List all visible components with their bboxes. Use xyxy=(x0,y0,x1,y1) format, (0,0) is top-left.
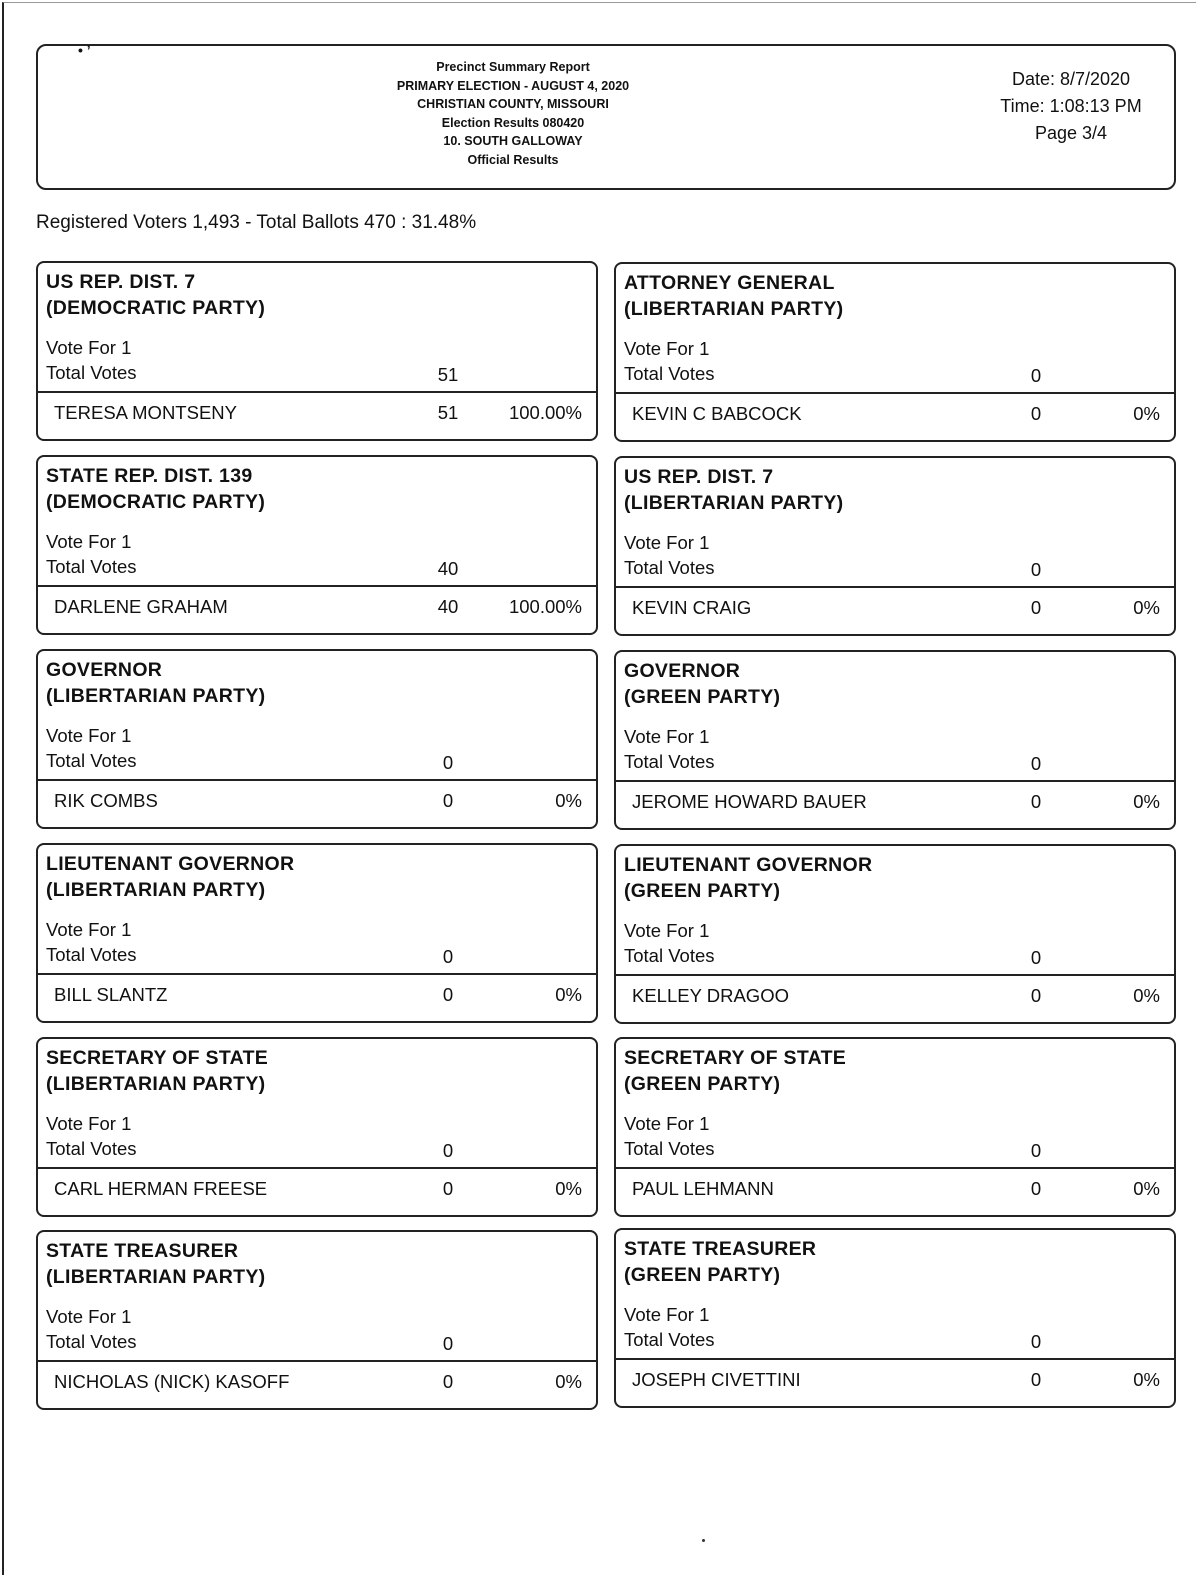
contest-title: SECRETARY OF STATE (LIBERTARIAN PARTY) xyxy=(46,1047,269,1095)
total-votes-label: Total Votes xyxy=(624,363,715,384)
divider xyxy=(38,1360,596,1362)
divider xyxy=(616,1167,1174,1169)
candidate-percent: 0% xyxy=(1133,985,1160,1006)
contest-title: STATE TREASURER (LIBERTARIAN PARTY) xyxy=(46,1240,266,1288)
header-meta xyxy=(976,66,1166,147)
report-title: Precinct Summary Report xyxy=(436,60,590,74)
contest-box xyxy=(36,1230,598,1410)
total-votes-value: 0 xyxy=(1030,1331,1042,1352)
turnout-summary: Registered Voters 1,493 - Total Ballots 470 : 31.48% xyxy=(36,212,477,233)
candidate-votes: 0 xyxy=(1030,985,1042,1006)
candidate-name: DARLENE GRAHAM xyxy=(54,596,228,617)
total-votes-value: 0 xyxy=(1030,753,1042,774)
total-votes-value: 0 xyxy=(442,1333,454,1354)
candidate-percent: 0% xyxy=(555,1178,582,1199)
vote-for-label: Vote For 1 xyxy=(46,919,132,940)
divider xyxy=(616,1358,1174,1360)
total-votes-label: Total Votes xyxy=(46,1331,137,1352)
vote-for-label: Vote For 1 xyxy=(46,531,132,552)
contest-box xyxy=(36,843,598,1023)
total-votes-label: Total Votes xyxy=(624,945,715,966)
candidate-name: NICHOLAS (NICK) KASOFF xyxy=(54,1371,290,1392)
vote-for-label: Vote For 1 xyxy=(46,1306,132,1327)
total-votes-value: 0 xyxy=(1030,1140,1042,1161)
contest-box xyxy=(614,1228,1176,1408)
contest-box xyxy=(614,262,1176,442)
candidate-votes: 0 xyxy=(442,984,454,1005)
divider xyxy=(616,392,1174,394)
report-time: Time: 1:08:13 PM xyxy=(1000,96,1142,116)
candidate-votes: 0 xyxy=(442,790,454,811)
candidate-name: JEROME HOWARD BAUER xyxy=(632,791,867,812)
contest-title: US REP. DIST. 7 (LIBERTARIAN PARTY) xyxy=(624,466,844,514)
divider xyxy=(616,780,1174,782)
total-votes-label: Total Votes xyxy=(624,1138,715,1159)
contest-title: LIEUTENANT GOVERNOR (GREEN PARTY) xyxy=(624,854,873,902)
candidate-percent: 0% xyxy=(1133,791,1160,812)
divider xyxy=(38,391,596,393)
candidate-votes: 51 xyxy=(437,402,459,423)
candidate-votes: 0 xyxy=(442,1371,454,1392)
total-votes-value: 40 xyxy=(437,558,459,579)
divider xyxy=(616,586,1174,588)
contest-box xyxy=(36,1037,598,1217)
contest-box xyxy=(36,649,598,829)
vote-for-label: Vote For 1 xyxy=(46,337,132,358)
candidate-percent: 100.00% xyxy=(508,402,582,423)
contest-title: STATE TREASURER (GREEN PARTY) xyxy=(624,1238,817,1286)
vote-for-label: Vote For 1 xyxy=(624,726,710,747)
total-votes-label: Total Votes xyxy=(624,1329,715,1350)
candidate-name: KELLEY DRAGOO xyxy=(632,985,789,1006)
contest-box xyxy=(614,650,1176,830)
total-votes-value: 0 xyxy=(442,946,454,967)
candidate-votes: 0 xyxy=(1030,791,1042,812)
contest-title: LIEUTENANT GOVERNOR (LIBERTARIAN PARTY) xyxy=(46,853,295,901)
header-titles xyxy=(338,58,688,169)
contest-title: US REP. DIST. 7 (DEMOCRATIC PARTY) xyxy=(46,271,266,319)
report-header xyxy=(36,44,1176,190)
precinct-name: 10. SOUTH GALLOWAY xyxy=(443,134,583,148)
vote-for-label: Vote For 1 xyxy=(46,725,132,746)
contest-box xyxy=(36,261,598,441)
total-votes-value: 51 xyxy=(437,364,459,385)
candidate-name: KEVIN C BABCOCK xyxy=(632,403,802,424)
total-votes-value: 0 xyxy=(442,1140,454,1161)
candidate-percent: 0% xyxy=(1133,1369,1160,1390)
scan-mark: • ’ xyxy=(78,42,91,58)
divider xyxy=(38,973,596,975)
scan-speck xyxy=(702,1539,705,1542)
divider xyxy=(38,779,596,781)
candidate-votes: 40 xyxy=(437,596,459,617)
vote-for-label: Vote For 1 xyxy=(624,1304,710,1325)
contest-title: SECRETARY OF STATE (GREEN PARTY) xyxy=(624,1047,847,1095)
total-votes-label: Total Votes xyxy=(46,944,137,965)
candidate-votes: 0 xyxy=(1030,403,1042,424)
vote-for-label: Vote For 1 xyxy=(624,1113,710,1134)
contest-box xyxy=(36,455,598,635)
contest-box xyxy=(614,844,1176,1024)
contest-title: GOVERNOR (GREEN PARTY) xyxy=(624,660,781,708)
candidate-name: JOSEPH CIVETTINI xyxy=(632,1369,801,1390)
candidate-name: BILL SLANTZ xyxy=(54,984,168,1005)
county-name: CHRISTIAN COUNTY, MISSOURI xyxy=(417,97,609,111)
candidate-name: RIK COMBS xyxy=(54,790,158,811)
divider xyxy=(616,974,1174,976)
total-votes-label: Total Votes xyxy=(46,1138,137,1159)
candidate-percent: 0% xyxy=(1133,403,1160,424)
contest-title: STATE REP. DIST. 139 (DEMOCRATIC PARTY) xyxy=(46,465,266,513)
candidate-percent: 0% xyxy=(555,790,582,811)
candidate-percent: 0% xyxy=(1133,597,1160,618)
contest-box xyxy=(614,1037,1176,1217)
divider xyxy=(38,585,596,587)
candidate-votes: 0 xyxy=(442,1178,454,1199)
candidate-percent: 0% xyxy=(1133,1178,1160,1199)
total-votes-label: Total Votes xyxy=(624,557,715,578)
results-id: Election Results 080420 xyxy=(441,115,585,130)
report-date: Date: 8/7/2020 xyxy=(1011,69,1131,89)
candidate-name: KEVIN CRAIG xyxy=(632,597,752,618)
contest-title: ATTORNEY GENERAL (LIBERTARIAN PARTY) xyxy=(624,272,844,320)
candidate-name: CARL HERMAN FREESE xyxy=(54,1178,268,1199)
total-votes-label: Total Votes xyxy=(46,750,137,771)
total-votes-label: Total Votes xyxy=(624,751,715,772)
total-votes-value: 0 xyxy=(1030,559,1042,580)
vote-for-label: Vote For 1 xyxy=(624,920,710,941)
results-status: Official Results xyxy=(467,152,559,167)
candidate-votes: 0 xyxy=(1030,597,1042,618)
contest-box xyxy=(614,456,1176,636)
vote-for-label: Vote For 1 xyxy=(46,1113,132,1134)
total-votes-value: 0 xyxy=(1030,365,1042,386)
divider xyxy=(38,1167,596,1169)
vote-for-label: Vote For 1 xyxy=(624,338,710,359)
total-votes-label: Total Votes xyxy=(46,362,137,383)
candidate-votes: 0 xyxy=(1030,1178,1042,1199)
total-votes-value: 0 xyxy=(442,752,454,773)
candidate-percent: 100.00% xyxy=(508,596,582,617)
candidate-name: TERESA MONTSENY xyxy=(54,402,237,423)
election-name: PRIMARY ELECTION - AUGUST 4, 2020 xyxy=(396,78,630,93)
candidate-votes: 0 xyxy=(1030,1369,1042,1390)
candidate-percent: 0% xyxy=(555,1371,582,1392)
total-votes-value: 0 xyxy=(1030,947,1042,968)
vote-for-label: Vote For 1 xyxy=(624,532,710,553)
candidate-percent: 0% xyxy=(555,984,582,1005)
total-votes-label: Total Votes xyxy=(46,556,137,577)
candidate-name: PAUL LEHMANN xyxy=(632,1178,774,1199)
contest-title: GOVERNOR (LIBERTARIAN PARTY) xyxy=(46,659,266,707)
page-number: Page 3/4 xyxy=(1034,123,1108,143)
